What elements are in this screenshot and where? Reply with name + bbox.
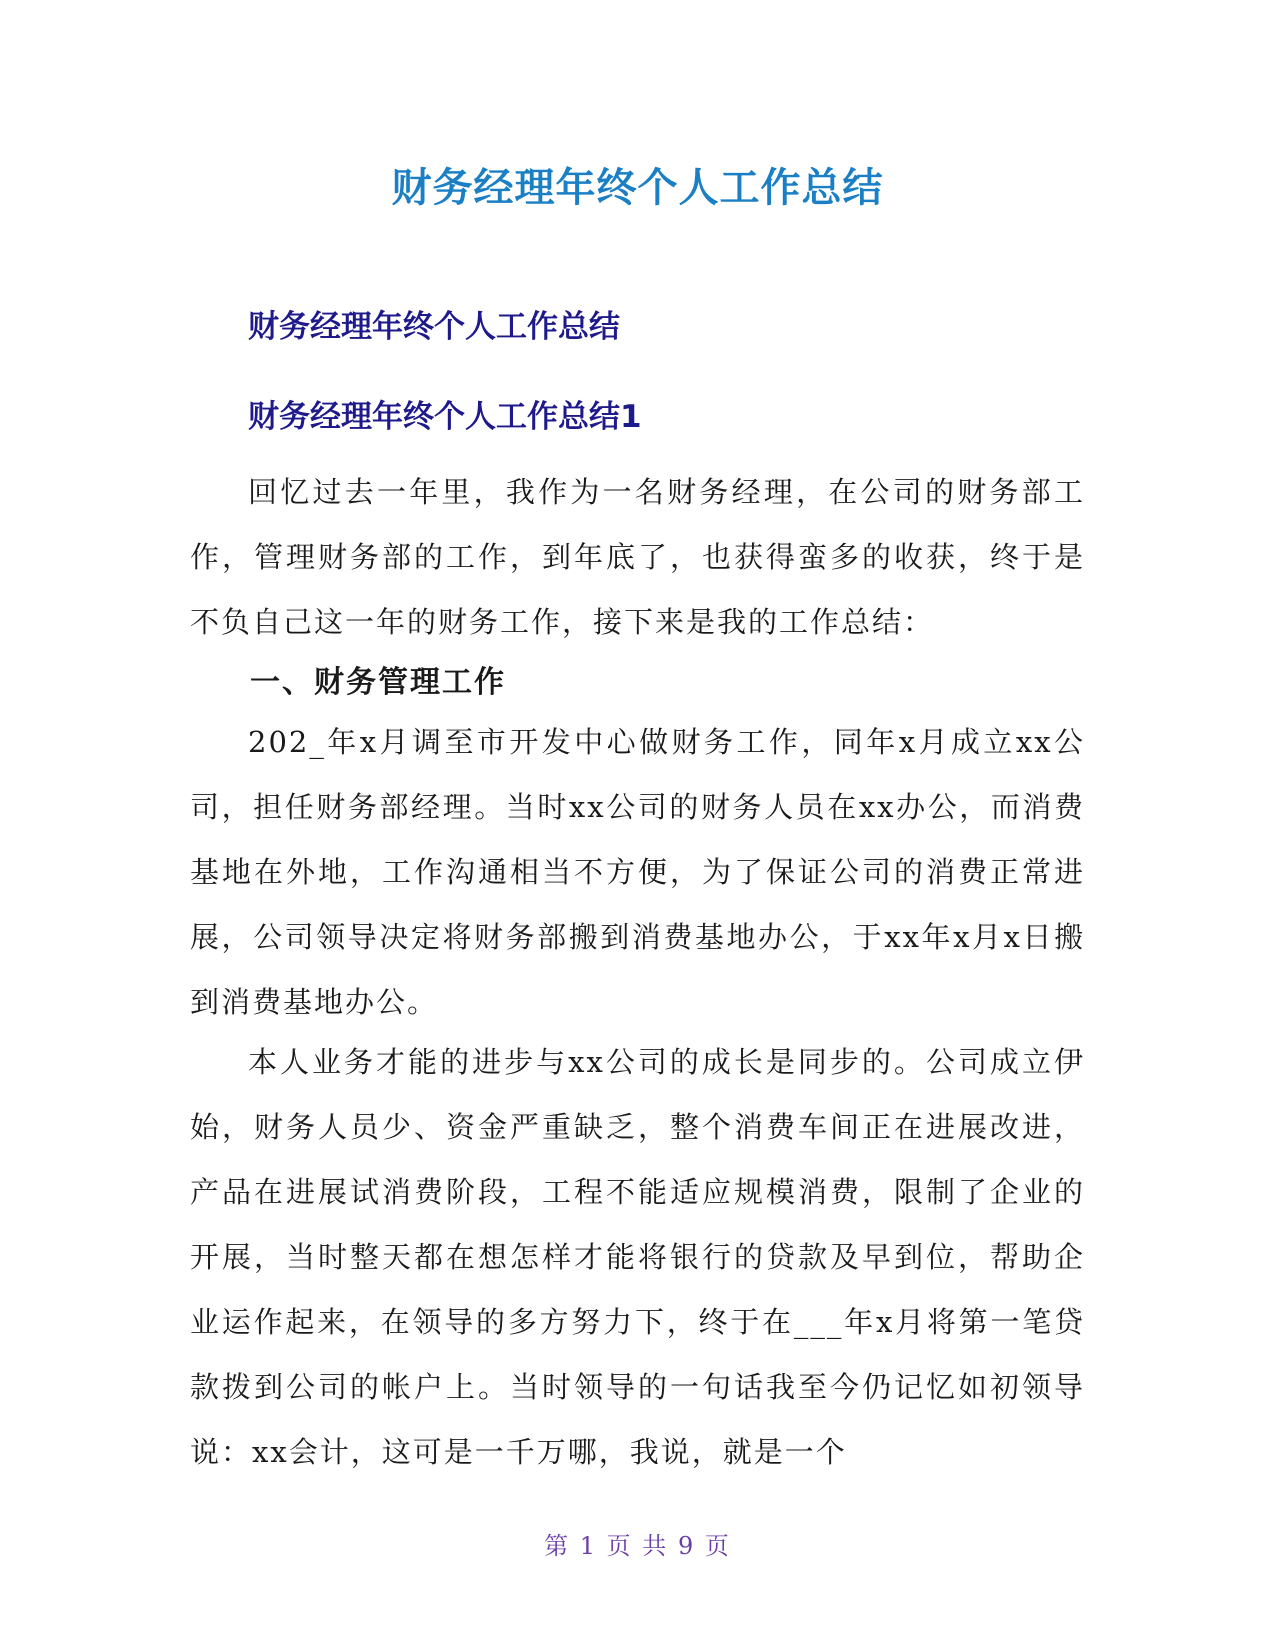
section-heading-financial-management: 一、财务管理工作	[250, 665, 506, 700]
paragraph-career-history: 202_年x月调至市开发中心做财务工作，同年x月成立xx公司，担任财务部经理。当时xx公司的财务人员在xx办公，而消费基地在外地，工作沟通相当不方便，为了保证公司的消费正常进展，公司领导决定将财务部搬到消费基地办公，于xx年x月x日搬到消费基地办公。	[190, 725, 1085, 1019]
subheading-numbered: 财务经理年终个人工作总结1	[248, 399, 642, 435]
document-title: 财务经理年终个人工作总结	[391, 165, 884, 211]
paragraph-growth: 本人业务才能的进步与xx公司的成长是同步的。公司成立伊始，财务人员少、资金严重缺乏，整个消费车间正在进展改进，产品在进展试消费阶段，工程不能适应规模消费，限制了企业的开展，当时整天都在想怎样才能将银行的贷款及早到位，帮助企业运作起来，在领导的多方努力下，终于在___年x月将第一笔贷款拨到公司的帐户上。当时领导的一句话我至今仍记忆如初领导说：xx会计，这可是一千万哪，我说，就是一个	[190, 1045, 1085, 1469]
page-number-footer: 第 1 页 共 9 页	[544, 1532, 731, 1560]
subheading-main: 财务经理年终个人工作总结	[248, 309, 620, 345]
paragraph-intro: 回忆过去一年里，我作为一名财务经理，在公司的财务部工作，管理财务部的工作，到年底了，也获得蛮多的收获，终于是不负自己这一年的财务工作，接下来是我的工作总结：	[190, 475, 1085, 639]
